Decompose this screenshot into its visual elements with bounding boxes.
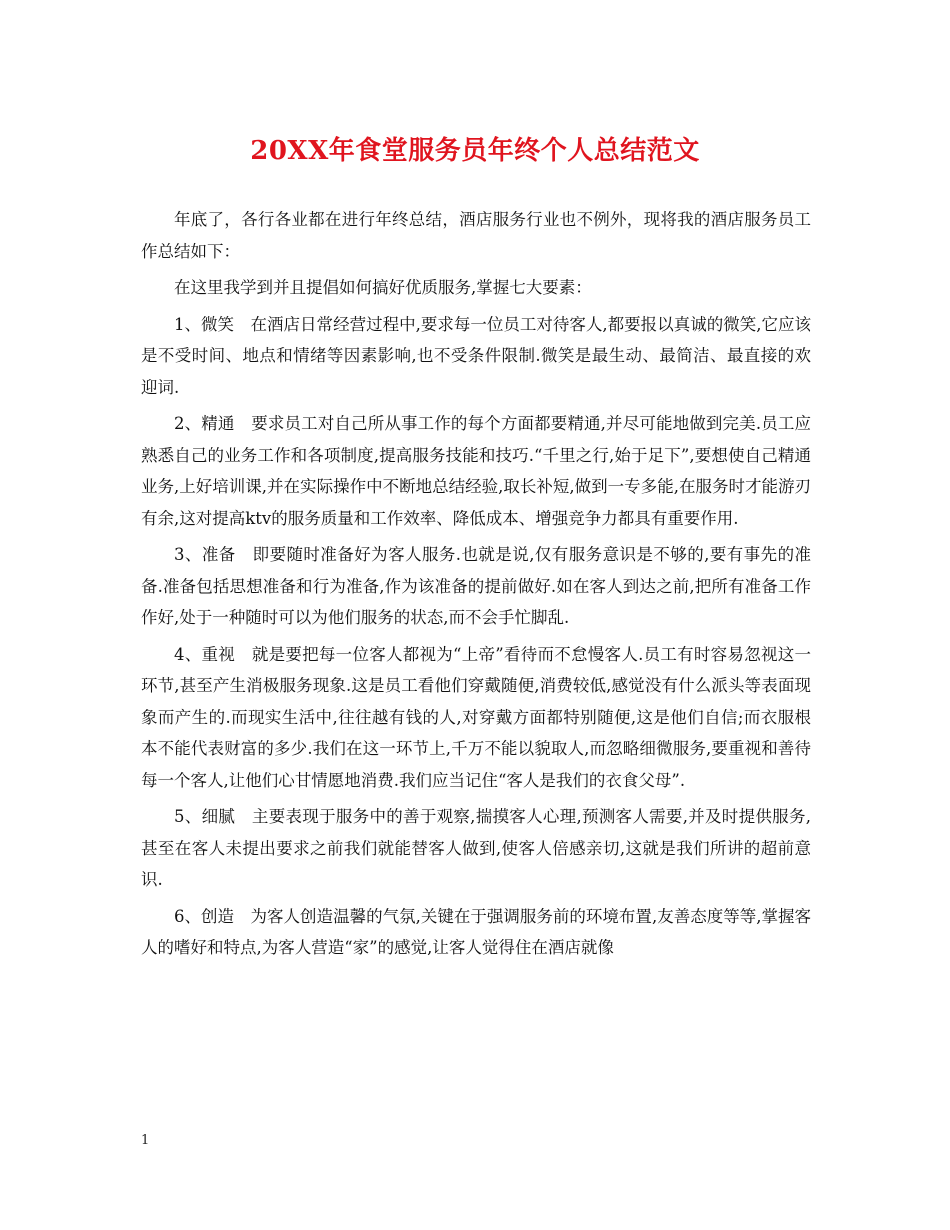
paragraph-proficiency: 2、精通 要求员工对自己所从事工作的每个方面都要精通,并尽可能地做到完美.员工应熟悉自己的业务工作和各项制度,提高服务技能和技巧.“千里之行,始于足下”,要想使自己精通业务,上好培训课,并在实际操作中不断地总结经验,取长补短,做到一专多能,在服务时才能游刃有余,这对提高ktv的服务质量和工作效率、降低成本、增强竞争力都具有重要作用. xyxy=(141,414,811,528)
paragraph-creation: 6、创造 为客人创造温馨的气氛,关键在于强调服务前的环境布置,友善态度等等,掌握客人的嗜好和特点,为客人营造“家”的感觉,让客人觉得住在酒店就像 xyxy=(141,906,811,957)
paragraph-preparation: 3、准备 即要随时准备好为客人服务.也就是说,仅有服务意识是不够的,要有事先的准备.准备包括思想准备和行为准备,作为该准备的提前做好.如在客人到达之前,把所有准备工作作好,处于一种随时可以为他们服务的状态,而不会手忙脚乱. xyxy=(141,545,811,627)
paragraph-meticulous: 5、细腻 主要表现于服务中的善于观察,揣摸客人心理,预测客人需要,并及时提供服务,甚至在客人未提出要求之前我们就能替客人做到,使客人倍感亲切,这就是我们所讲的超前意识. xyxy=(141,807,811,889)
page-number: 1 xyxy=(141,1133,150,1148)
document-body xyxy=(141,204,811,969)
paragraph-intro: 年底了，各行各业都在进行年终总结，酒店服务行业也不例外，现将我的酒店服务员工作总结如下： xyxy=(141,210,811,261)
paragraph-attention: 4、重视 就是要把每一位客人都视为“上帝”看待而不怠慢客人.员工有时容易忽视这一环节,甚至产生消极服务现象.这是员工看他们穿戴随便,消费较低,感觉没有什么派头等表面现象而产生的.而现实生活中,往往越有钱的人,对穿戴方面都特别随便,这是他们自信;而衣服根本不能代表财富的多少.我们在这一环节上,千万不能以貌取人,而忽略细微服务,要重视和善待每一个客人,让他们心甘情愿地消费.我们应当记住“客人是我们的衣食父母”. xyxy=(141,644,811,790)
document-title: 20XX年食堂服务员年终个人总结范文 xyxy=(250,136,700,166)
paragraph-seven-elements: 在这里我学到并且提倡如何搞好优质服务,掌握七大要素： xyxy=(174,278,592,297)
paragraph-smile: 1、微笑 在酒店日常经营过程中,要求每一位员工对待客人,都要报以真诚的微笑,它应该是不受时间、地点和情绪等因素影响,也不受条件限制.微笑是最生动、最简洁、最直接的欢迎词. xyxy=(141,314,811,397)
